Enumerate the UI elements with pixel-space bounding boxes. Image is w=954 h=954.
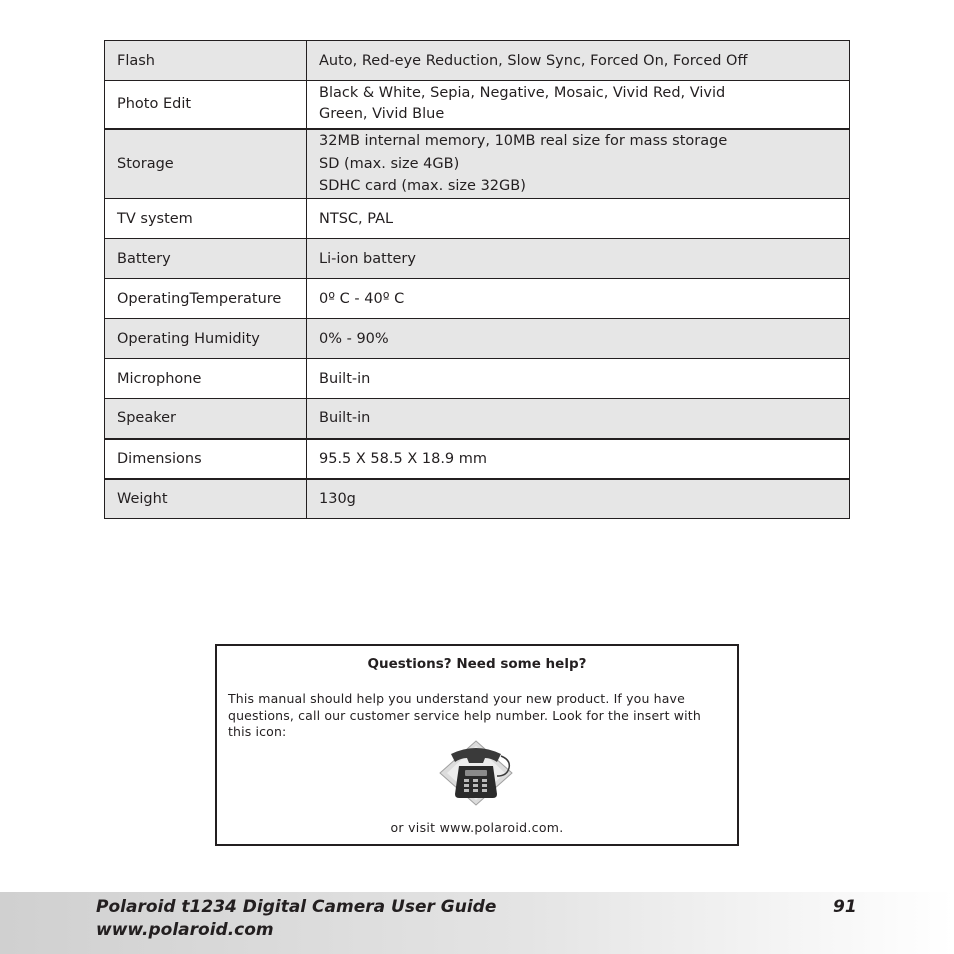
spec-row-battery [105, 239, 850, 279]
spec-label: Speaker [105, 399, 307, 439]
spec-value: Li-ion battery [307, 239, 850, 279]
spec-row-microphone [105, 359, 850, 399]
spec-value: 32MB internal memory, 10MB real size for mass storage SD (max. size 4GB) SDHC card (max. size 32GB) [307, 129, 850, 199]
spec-label: Weight [105, 479, 307, 519]
spec-row-operating-humidity [105, 319, 850, 359]
spec-label: Battery [105, 239, 307, 279]
spec-row-flash [105, 41, 850, 81]
help-footer-text: or visit www.polaroid.com. [390, 820, 564, 835]
spec-value: NTSC, PAL [307, 199, 850, 239]
spec-value: Built-in [307, 359, 850, 399]
page-number: 91 [833, 897, 857, 917]
spec-row-weight [105, 479, 850, 519]
spec-row-photo-edit [105, 81, 850, 129]
spec-label: Microphone [105, 359, 307, 399]
help-box [215, 644, 739, 846]
telephone-icon [439, 740, 521, 806]
spec-label: Dimensions [105, 439, 307, 479]
spec-value: Built-in [307, 399, 850, 439]
spec-row-tv-system [105, 199, 850, 239]
help-title: Questions? Need some help? [367, 656, 587, 672]
spec-value: 0% - 90% [307, 319, 850, 359]
spec-row-dimensions [105, 439, 850, 479]
spec-value: Black & White, Sepia, Negative, Mosaic, Vivid Red, Vivid Green, Vivid Blue [307, 81, 850, 129]
spec-value: Auto, Red-eye Reduction, Slow Sync, Forced On, Forced Off [307, 41, 850, 81]
spec-value: 95.5 X 58.5 X 18.9 mm [307, 439, 850, 479]
spec-label: Photo Edit [105, 81, 307, 129]
spec-row-speaker [105, 399, 850, 439]
spec-label: TV system [105, 199, 307, 239]
footer-url: www.polaroid.com [96, 920, 274, 940]
spec-value: 0º C - 40º C [307, 279, 850, 319]
spec-value: 130g [307, 479, 850, 519]
spec-row-operating-temperature [105, 279, 850, 319]
spec-label: Storage [105, 129, 307, 199]
spec-label: Operating Humidity [105, 319, 307, 359]
spec-label: Flash [105, 41, 307, 81]
footer-guide-title: Polaroid t1234 Digital Camera User Guide [96, 897, 497, 917]
help-body-text: This manual should help you understand your new product. If you have questions, call our customer service help number. Look for the insert with this icon: [228, 691, 701, 739]
specifications-table [104, 40, 850, 519]
spec-row-storage [105, 129, 850, 199]
spec-label: OperatingTemperature [105, 279, 307, 319]
